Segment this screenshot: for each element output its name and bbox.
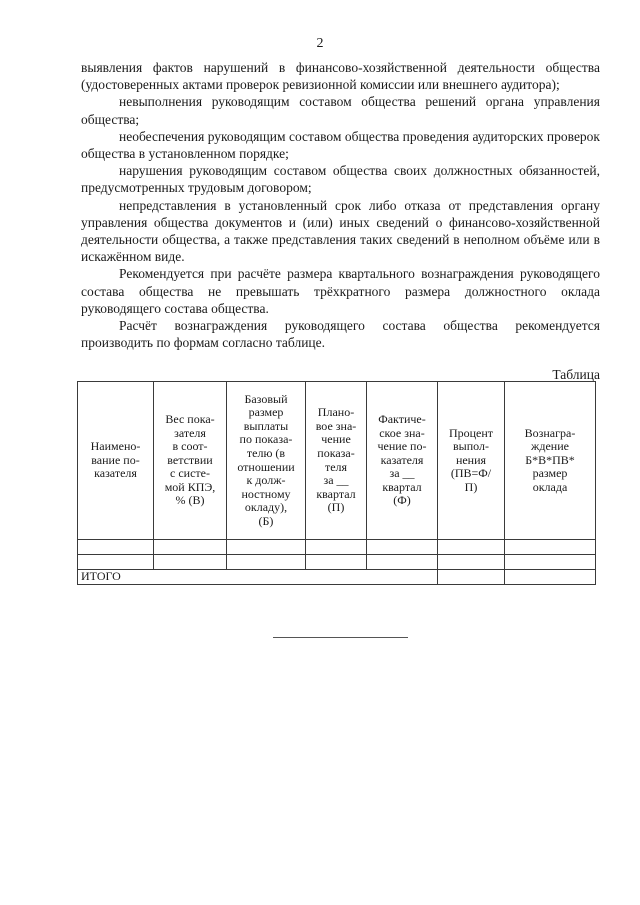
table-cell — [306, 555, 367, 570]
calculation-table — [77, 381, 596, 585]
paragraph-6: Рекомендуется при расчёте размера квартального вознаграждения руководящего состава общества не превышать трёхкратного размера должностного оклада руководящего состава общества. — [81, 266, 600, 316]
page-number: 2 — [316, 36, 324, 51]
header-planned-value: Плано- вое зна- чение показа- теля за __ квартал (П) — [306, 382, 367, 540]
paragraph-3: необеспечения руководящим составом общества проведения аудиторских проверок общества в установленном порядке; — [81, 128, 600, 162]
table-cell — [306, 540, 367, 555]
table-cell — [367, 540, 438, 555]
header-indicator-name: Наимено- вание по- казателя — [78, 382, 154, 540]
paragraph-1: выявления фактов нарушений в финансово-хозяйственной деятельности общества (удостоверенных актами проверок ревизионной комиссии или внешнего аудитора); — [81, 60, 600, 93]
header-weight: Вес пока- зателя в соот- ветствии с систе- мой КПЭ, % (В) — [154, 382, 227, 540]
table-row — [78, 540, 596, 555]
header-actual-value: Фактиче- ское зна- чение по- казателя за __ квартал (Ф) — [367, 382, 438, 540]
table-cell — [227, 555, 306, 570]
header-reward: Вознагра- ждение Б*В*ПВ* размер оклада — [505, 382, 596, 540]
table-cell — [227, 540, 306, 555]
table-cell — [505, 540, 596, 555]
end-divider — [273, 637, 408, 638]
table-cell — [78, 540, 154, 555]
table-cell — [367, 555, 438, 570]
table-cell — [438, 555, 505, 570]
paragraph-7: Расчёт вознаграждения руководящего состава общества рекомендуется производить по формам согласно таблице. — [81, 318, 600, 351]
table-cell — [438, 540, 505, 555]
table-cell — [78, 555, 154, 570]
table-row — [78, 555, 596, 570]
table-cell — [505, 555, 596, 570]
header-completion-percent: Процент выпол- нения (ПВ=Ф/ П) — [438, 382, 505, 540]
paragraph-2: невыполнения руководящим составом общества решений органа управления общества; — [81, 94, 600, 127]
table-caption: Таблица — [552, 367, 600, 382]
table-cell — [154, 540, 227, 555]
table-cell — [438, 570, 505, 585]
paragraph-4: нарушения руководящим составом общества своих должностных обязанностей, предусмотренных трудовым договором; — [81, 163, 600, 196]
header-base-payment: Базовый размер выплаты по показа- телю (в отношении к долж- ностному окладу), (Б) — [227, 382, 306, 540]
table-header-row — [78, 382, 596, 540]
table-total-row — [78, 570, 596, 585]
total-label: ИТОГО — [78, 570, 438, 585]
body-text — [81, 59, 600, 351]
table-cell — [505, 570, 596, 585]
table-cell — [154, 555, 227, 570]
paragraph-5: непредставления в установленный срок либо отказа от представления органу управления общества документов и (или) иных сведений о финансово-хозяйственной деятельности общества, а также представления таких сведений в неполном объёме или в искажённом виде. — [81, 197, 600, 265]
